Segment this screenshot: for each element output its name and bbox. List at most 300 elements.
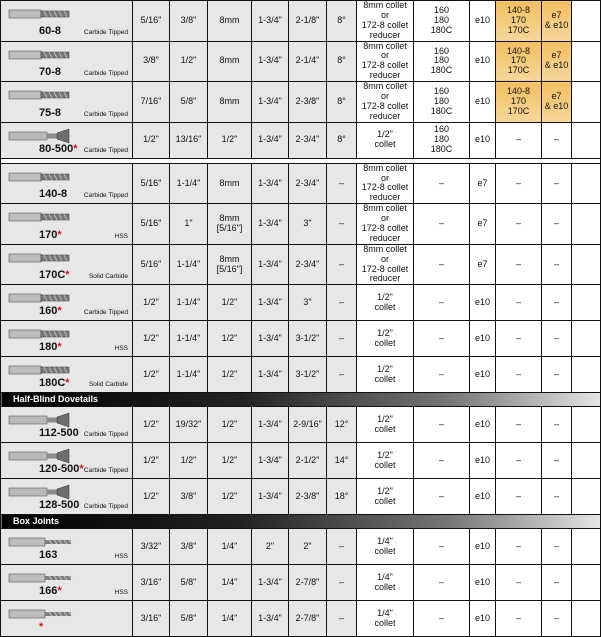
jig-cell — [414, 204, 470, 245]
compat-cell — [496, 244, 542, 285]
cell-line: 170C — [507, 65, 530, 76]
model-number — [39, 188, 67, 200]
spec-cell: 8° — [327, 122, 357, 158]
cell-line: & e10 — [544, 19, 569, 30]
spec-cell: 1-3/4" — [252, 1, 289, 42]
spec-cell: 8° — [327, 82, 357, 123]
jig-cell — [414, 321, 470, 357]
spec-cell: 3" — [289, 285, 327, 321]
collet-cell — [357, 1, 414, 42]
cell-line: e7 — [551, 50, 562, 61]
collet-cell — [357, 41, 414, 82]
collet-cell — [357, 357, 414, 393]
cell-line: 180 — [433, 134, 450, 145]
straight-router-bit-icon — [7, 47, 77, 66]
cell-line: or — [380, 50, 389, 61]
spec-cell: 1/2" — [133, 479, 170, 515]
compat-cell-2 — [542, 122, 572, 158]
spec-cell: 1-3/4" — [252, 601, 289, 637]
table-row — [1, 601, 601, 637]
collet-cell — [357, 529, 414, 565]
model-label: 112-500 — [39, 427, 79, 440]
section-title: Box Joints — [1, 515, 601, 529]
cell-line: – — [553, 177, 559, 188]
cell-line: – — [515, 454, 521, 465]
cell-line: 170 — [510, 95, 527, 106]
cell-line: 8mm collet — [363, 81, 407, 92]
collet-cell — [357, 479, 414, 515]
compat-cell-2 — [542, 41, 572, 82]
spec-cell: 5/16" — [133, 244, 170, 285]
e-cell: e10 — [470, 321, 496, 357]
spec-cell: 2-3/4" — [289, 244, 327, 285]
compat-cell — [496, 479, 542, 515]
cell-line: reducer — [369, 232, 401, 243]
jig-cell — [414, 122, 470, 158]
cell-line: 1/2" — [377, 291, 393, 302]
collet-cell — [357, 321, 414, 357]
model-label: 80-500 — [39, 142, 74, 155]
bit-material: HSS — [114, 589, 128, 597]
spec-cell: 3/8" — [133, 41, 170, 82]
new-star-icon: * — [39, 621, 44, 634]
cell-line: 1/2" — [377, 449, 393, 460]
model-number — [39, 499, 79, 511]
compat-cell — [496, 601, 542, 637]
cell-line: – — [553, 418, 559, 429]
model-number — [39, 229, 62, 241]
cell-line: 1/2" — [377, 129, 393, 140]
table-row — [1, 407, 601, 443]
collet-cell — [357, 204, 414, 245]
new-star-icon: * — [57, 585, 62, 598]
spec-cell: 1-3/4" — [252, 163, 289, 204]
cell-line: reducer — [369, 29, 401, 40]
spec-cell: – — [327, 529, 357, 565]
cell-line: 180C — [430, 144, 453, 155]
spec-cell: 3-1/2" — [289, 321, 327, 357]
jig-cell — [414, 529, 470, 565]
e-cell: e10 — [470, 1, 496, 42]
edge-cell — [572, 407, 601, 443]
jig-cell — [414, 82, 470, 123]
spec-cell: 1/2" — [133, 321, 170, 357]
e-cell: e10 — [470, 122, 496, 158]
edge-cell — [572, 285, 601, 321]
section-title: Half-Blind Dovetails — [1, 393, 601, 407]
model-label: 163 — [39, 549, 58, 562]
straight-router-bit-icon — [7, 6, 77, 25]
cell-line: 172-8 collet — [361, 263, 409, 274]
spec-cell: 2-7/8" — [289, 601, 327, 637]
spec-cell: 2-1/8" — [289, 1, 327, 42]
new-star-icon: * — [65, 269, 70, 282]
compat-cell-2 — [542, 244, 572, 285]
spec-cell: 1/4" — [208, 565, 252, 601]
spec-cell: 3/16" — [133, 601, 170, 637]
cell-line: 160 — [433, 124, 450, 135]
compat-cell-2 — [542, 601, 572, 637]
model-number — [39, 463, 84, 475]
edge-cell — [572, 163, 601, 204]
cell-line: or — [380, 213, 389, 224]
cell-line: 180C — [430, 105, 453, 116]
spec-cell: 12° — [327, 407, 357, 443]
new-star-icon: * — [57, 341, 62, 354]
spec-cell: 1/4" — [208, 529, 252, 565]
cell-line: 180 — [433, 14, 450, 25]
e-cell: e10 — [470, 407, 496, 443]
edge-cell — [572, 529, 601, 565]
table-row — [1, 82, 601, 123]
spec-cell: 5/8" — [170, 565, 208, 601]
bit-material: Solid Carbide — [88, 381, 128, 389]
cell-line: 170 — [510, 55, 527, 66]
edge-cell — [572, 565, 601, 601]
spec-cell: 1/2" — [208, 407, 252, 443]
table-row — [1, 443, 601, 479]
bit-cell — [1, 244, 133, 285]
cell-line: – — [515, 332, 521, 343]
compat-cell — [496, 407, 542, 443]
new-star-icon: * — [57, 228, 62, 241]
spec-cell: 1-3/4" — [252, 122, 289, 158]
cell-line: e7 — [551, 91, 562, 102]
cell-line: collet — [374, 423, 396, 434]
spec-cell: 13/16" — [170, 122, 208, 158]
spec-cell: 19/32" — [170, 407, 208, 443]
bit-cell — [1, 357, 133, 393]
cell-line: – — [438, 418, 444, 429]
spec-cell: 3/16" — [133, 565, 170, 601]
jig-cell — [414, 285, 470, 321]
spec-cell: 7/16" — [133, 82, 170, 123]
compat-cell — [496, 321, 542, 357]
cell-line: 1/2" — [377, 413, 393, 424]
model-label: 170C — [39, 269, 66, 282]
cell-line: – — [553, 576, 559, 587]
spec-cell: 1-1/4" — [170, 357, 208, 393]
model-label: 160 — [39, 305, 58, 318]
cell-line: – — [553, 258, 559, 269]
cell-line: 172-8 collet — [361, 100, 409, 111]
bit-material: Carbide Tipped — [83, 29, 128, 37]
compat-cell-2 — [542, 479, 572, 515]
cell-line: or — [380, 172, 389, 183]
collet-cell — [357, 163, 414, 204]
e-cell: e10 — [470, 41, 496, 82]
cell-line: 180 — [433, 55, 450, 66]
cell-line: reducer — [369, 70, 401, 81]
compat-cell — [496, 443, 542, 479]
model-label: 70-8 — [39, 66, 62, 79]
model-label: 60-8 — [39, 25, 62, 38]
cell-line: – — [438, 540, 444, 551]
spec-cell: 1-3/4" — [252, 443, 289, 479]
cell-line: 160 — [433, 4, 450, 15]
model-label: 75-8 — [39, 106, 62, 119]
spec-cell: 2-3/8" — [289, 479, 327, 515]
straight-router-bit-icon — [7, 250, 77, 269]
compat-cell — [496, 122, 542, 158]
bit-cell — [1, 41, 133, 82]
cell-line: 180C — [430, 24, 453, 35]
compat-cell-2 — [542, 163, 572, 204]
spec-cell: 1-1/4" — [170, 163, 208, 204]
compat-cell-2 — [542, 407, 572, 443]
cell-line: 172-8 collet — [361, 223, 409, 234]
straight-router-bit-icon — [7, 209, 77, 228]
spec-cell: 5/16" — [133, 1, 170, 42]
cell-line: reducer — [369, 273, 401, 284]
edge-cell — [572, 479, 601, 515]
model-number — [39, 66, 61, 78]
model-number — [39, 107, 61, 119]
compat-cell-2 — [542, 285, 572, 321]
cell-line: – — [515, 368, 521, 379]
cell-line: & e10 — [544, 100, 569, 111]
bit-cell — [1, 285, 133, 321]
spec-cell: 1/2" — [133, 407, 170, 443]
spec-cell: 2-1/4" — [289, 41, 327, 82]
cell-line: 170C — [507, 24, 530, 35]
jig-cell — [414, 357, 470, 393]
bit-cell — [1, 529, 133, 565]
compat-cell — [496, 1, 542, 42]
spec-cell: 1-3/4" — [252, 41, 289, 82]
cell-line: – — [515, 296, 521, 307]
model-number — [39, 269, 70, 281]
cell-line: 1/2" — [377, 485, 393, 496]
cell-line: 160 — [433, 86, 450, 97]
cell-line: 1/2" — [377, 327, 393, 338]
new-star-icon: * — [73, 142, 78, 155]
e-cell: e7 — [470, 244, 496, 285]
bit-cell — [1, 1, 133, 42]
cell-line: 1/2" — [377, 363, 393, 374]
spec-cell: 1/2" — [208, 479, 252, 515]
compat-cell-2 — [542, 1, 572, 42]
model-number — [39, 25, 61, 37]
spec-cell: 5/16" — [133, 163, 170, 204]
compat-cell-2 — [542, 443, 572, 479]
bit-cell — [1, 82, 133, 123]
cell-line: 172-8 collet — [361, 19, 409, 30]
cell-line: 1/4" — [377, 607, 393, 618]
e-cell: e10 — [470, 357, 496, 393]
spec-cell: 1/2" — [133, 443, 170, 479]
cell-line: collet — [374, 581, 396, 592]
cell-line: – — [515, 490, 521, 501]
cell-line: collet — [374, 545, 396, 556]
table-row — [1, 163, 601, 204]
spec-cell: 5/16" — [133, 204, 170, 245]
spec-cell: 2" — [289, 529, 327, 565]
compat-cell — [496, 204, 542, 245]
bit-cell — [1, 204, 133, 245]
table-row — [1, 479, 601, 515]
spec-cell: 1-1/4" — [170, 244, 208, 285]
spec-cell: 1-3/4" — [252, 565, 289, 601]
cell-line: – — [515, 258, 521, 269]
compat-cell-2 — [542, 529, 572, 565]
jig-cell — [414, 244, 470, 285]
bit-cell — [1, 122, 133, 158]
cell-line: 170C — [507, 105, 530, 116]
cell-line: collet — [374, 617, 396, 628]
spec-cell: 1/2" — [170, 41, 208, 82]
compat-cell — [496, 529, 542, 565]
spec-cell: 8mm — [208, 82, 252, 123]
e-cell: e10 — [470, 285, 496, 321]
model-number — [39, 305, 62, 317]
collet-cell — [357, 82, 414, 123]
collet-cell — [357, 122, 414, 158]
cell-line: 172-8 collet — [361, 60, 409, 71]
new-star-icon: * — [57, 305, 62, 318]
cell-line: 180 — [433, 95, 450, 106]
e-cell: e10 — [470, 479, 496, 515]
edge-cell — [572, 443, 601, 479]
compat-cell — [496, 82, 542, 123]
compat-cell — [496, 357, 542, 393]
cell-line: – — [553, 612, 559, 623]
spec-cell: 3" — [289, 204, 327, 245]
table-row — [1, 204, 601, 245]
e-cell: e10 — [470, 601, 496, 637]
spec-cell: 1-3/4" — [252, 285, 289, 321]
spec-cell: 2-3/4" — [289, 122, 327, 158]
spec-cell: 8mm — [208, 41, 252, 82]
cell-line: or — [380, 253, 389, 264]
spec-cell: 5/8" — [170, 82, 208, 123]
jig-cell — [414, 1, 470, 42]
bit-material: Carbide Tipped — [83, 69, 128, 77]
cell-line: – — [515, 540, 521, 551]
cell-line: collet — [374, 373, 396, 384]
e-cell: e10 — [470, 529, 496, 565]
cell-line: 8mm collet — [363, 243, 407, 254]
model-label: 170 — [39, 228, 58, 241]
bit-material: Carbide Tipped — [83, 110, 128, 118]
bit-material: Carbide Tipped — [83, 192, 128, 200]
spec-cell: 1/2" — [208, 357, 252, 393]
jig-cell — [414, 163, 470, 204]
cell-line: 1/4" — [377, 571, 393, 582]
spec-cell: 1-3/4" — [252, 479, 289, 515]
cell-line: 1/4" — [377, 535, 393, 546]
spec-cell: 3/8" — [170, 479, 208, 515]
bit-material: Solid Carbide — [88, 273, 128, 281]
jig-cell — [414, 565, 470, 601]
cell-line: & e10 — [544, 60, 569, 71]
spec-cell: 1/2" — [133, 357, 170, 393]
cell-line: 140-8 — [506, 86, 531, 97]
spec-cell: 18° — [327, 479, 357, 515]
cell-line: – — [553, 218, 559, 229]
cell-line: 8mm collet — [363, 40, 407, 51]
jig-cell — [414, 41, 470, 82]
spec-cell: 1-3/4" — [252, 82, 289, 123]
cell-line: – — [515, 218, 521, 229]
table-row — [1, 122, 601, 158]
cell-line: – — [438, 490, 444, 501]
cell-line: – — [438, 296, 444, 307]
spec-cell: – — [327, 163, 357, 204]
spec-cell: – — [327, 244, 357, 285]
compat-cell — [496, 565, 542, 601]
cell-line: – — [438, 218, 444, 229]
spec-cell: 1/2" — [133, 285, 170, 321]
spec-cell: 8° — [327, 41, 357, 82]
spec-cell: 2" — [252, 529, 289, 565]
jig-cell — [414, 407, 470, 443]
model-label: 180C — [39, 377, 66, 390]
edge-cell — [572, 204, 601, 245]
spec-cell: 3/8" — [170, 1, 208, 42]
straight-router-bit-icon — [7, 87, 77, 106]
cell-line: reducer — [369, 192, 401, 203]
bit-material: Carbide Tipped — [83, 503, 128, 511]
spec-cell: 1-3/4" — [252, 357, 289, 393]
cell-line: – — [438, 454, 444, 465]
bit-cell — [1, 601, 133, 637]
e-cell: e7 — [470, 163, 496, 204]
cell-line: reducer — [369, 110, 401, 121]
model-label: 180 — [39, 341, 58, 354]
model-label: 140-8 — [39, 188, 68, 201]
cell-line: – — [438, 612, 444, 623]
cell-line: – — [553, 332, 559, 343]
cell-line: 172-8 collet — [361, 182, 409, 193]
cell-line: – — [515, 177, 521, 188]
spec-cell: 1/2" — [208, 321, 252, 357]
spec-cell: 1" — [170, 204, 208, 245]
model-number — [39, 341, 62, 353]
spec-cell: 14° — [327, 443, 357, 479]
section-header — [1, 515, 601, 529]
spec-cell: – — [327, 357, 357, 393]
model-number — [39, 377, 70, 389]
collet-cell — [357, 407, 414, 443]
edge-cell — [572, 244, 601, 285]
cell-line: – — [553, 134, 559, 145]
jig-cell — [414, 443, 470, 479]
cell-line: – — [553, 454, 559, 465]
table-row — [1, 357, 601, 393]
cell-line: – — [515, 576, 521, 587]
cell-line: – — [553, 368, 559, 379]
compat-cell-2 — [542, 204, 572, 245]
spec-cell: – — [327, 321, 357, 357]
collet-cell — [357, 443, 414, 479]
cell-line: collet — [374, 139, 396, 150]
edge-cell — [572, 82, 601, 123]
cell-line: or — [380, 9, 389, 20]
spec-cell: 3-1/2" — [289, 357, 327, 393]
e-cell: e10 — [470, 82, 496, 123]
cell-line: 170 — [510, 14, 527, 25]
spec-cell: – — [327, 565, 357, 601]
straight-router-bit-icon — [7, 169, 77, 188]
spec-cell: 1-3/4" — [252, 321, 289, 357]
cell-line: 8mm collet — [363, 162, 407, 173]
compat-cell — [496, 285, 542, 321]
spec-cell: – — [327, 285, 357, 321]
spec-cell: 8mm — [208, 163, 252, 204]
model-number — [39, 549, 57, 561]
model-label: 120-500 — [39, 463, 80, 476]
